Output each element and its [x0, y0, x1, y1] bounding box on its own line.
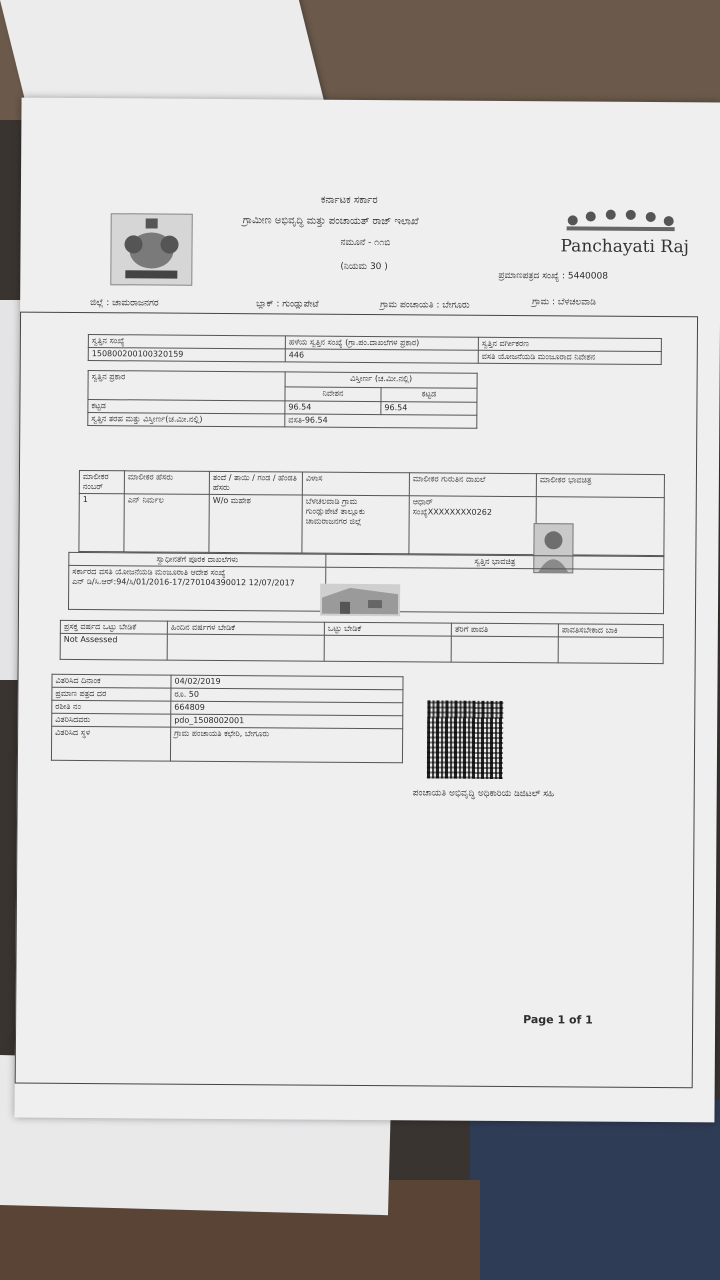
- taluk: ಬ್ಲಾಕ್ : ಗುಂಡ್ಲುಪೇಟೆ: [256, 299, 319, 310]
- header-previous-demand: ಹಿಂದಿನ ವರ್ಷಗಳ ಬೇಡಿಕೆ: [167, 621, 324, 635]
- header-old-id: ಹಳೆಯ ಸ್ವತ್ತಿನ ಸಂಖ್ಯೆ (ಗ್ರಾ.ಪಂ.ದಾಖಲೆಗಳ ಪ್ರಕಾರ): [285, 336, 478, 350]
- supporting-doc-line-2: ಎನ್ ಡಿ/ಸಿ.ಆರ್:94/ಸಿ/01/2016-17/270104390012 12/07/2017: [72, 576, 295, 588]
- issue-place: ಗ್ರಾಮ ಪಂಚಾಯತಿ ಕಛೇರಿ, ಬೇಗೂರು: [170, 727, 402, 763]
- building-area: 96.54: [381, 402, 477, 416]
- header-tax-paid: ತೆರಿಗೆ ಪಾವತಿ: [451, 623, 558, 637]
- property-table: [88, 334, 662, 365]
- govt-title: ಕರ್ನಾಟಕ ಸರ್ಕಾರ: [320, 194, 378, 207]
- header-issued-by: ವಿತರಿಸಿದವರು: [52, 713, 171, 727]
- karnataka-emblem-icon: [110, 213, 193, 286]
- owner-name: ಎನ್ ನಿರ್ಮಲ: [124, 494, 209, 553]
- address-line-3: ಚಾಮರಾಜನಗರ ಜಿಲ್ಲೆ: [305, 516, 362, 526]
- address-line-1: ಬೆಳಚಲವಾಡಿ ಗ್ರಾಮ: [305, 496, 358, 506]
- header-address: ವಿಳಾಸ: [302, 472, 409, 496]
- building-row-label: ಕಟ್ಟಡ: [88, 400, 285, 414]
- header-property-id: ಸ್ವತ್ತಿನ ಸಂಖ್ಯೆ: [88, 335, 285, 349]
- panchayati-raj-text: Panchayati Raj: [560, 236, 689, 258]
- property-id: 150800200100320159: [88, 348, 285, 362]
- header-owner-photo: ಮಾಲೀಕರ ಭಾವಚಿತ್ರ: [536, 474, 664, 498]
- owner-id-proof: [409, 496, 536, 555]
- site-area: 96.54: [285, 401, 381, 415]
- issue-details-table: [51, 674, 404, 763]
- header-owner-no: ಮಾಲೀಕರ ನಂಬರ್: [79, 470, 124, 493]
- district: ಜಿಲ್ಲೆ : ಚಾಮರಾಜನಗರ: [90, 298, 159, 309]
- supporting-doc: [68, 565, 325, 611]
- digital-signature-label: ಪಂಚಾಯತಿ ಅಭಿವೃದ್ಧಿ ಅಧಿಕಾರಿಯ ಡಿಜಿಟಲ್ ಸಹಿ: [412, 788, 555, 800]
- owner-address: [302, 495, 409, 554]
- header-property-type: ಸ್ವತ್ತಿನ ಪ್ರಕಾರ: [88, 371, 285, 401]
- header-receipt: ರಶೀತಿ ನಂ: [52, 700, 171, 714]
- header-kind-area: ಸ್ವತ್ತಿನ ತರಹ ಮತ್ತು ವಿಸ್ತೀರ್ಣ(ಚ.ಮೀ.ನಲ್ಲಿ): [88, 413, 285, 427]
- header-area: ವಿಸ್ತೀರ್ಣ (ಚ.ಮೀ.ನಲ್ಲಿ): [285, 372, 477, 388]
- header-id-proof: ಮಾಲೀಕರ ಗುರುತಿನ ದಾಖಲೆ: [409, 473, 536, 497]
- supporting-doc-line-1: ಸರ್ಕಾರದ ವಸತಿ ಯೋಜನೆಯಡಿ ಮಂಜೂರಾತಿ ಆದೇಶ ಸಂಖ್ಯೆ: [72, 566, 226, 578]
- kind-area: ವಸತಿ-96.54: [285, 414, 477, 428]
- owner-no: 1: [79, 493, 124, 551]
- qr-code-icon: [427, 700, 504, 779]
- assessment-status: Not Assessed: [60, 633, 167, 660]
- id-proof-number: ಸಂಖ್ಯೆXXXXXXXX0262: [412, 507, 492, 517]
- id-proof-type: ಆಧಾರ್: [412, 497, 433, 507]
- header-balance: ಪಾವತಿಸಬೇಕಾದ ಬಾಕಿ: [558, 624, 663, 638]
- certificate-number: ಪ್ರಮಾಣಪತ್ರದ ಸಂಖ್ಯೆ : 5440008: [498, 270, 609, 282]
- property-photo: [320, 584, 400, 617]
- header-property-photo: ಸ್ವತ್ತಿನ ಭಾವಚಿತ್ರ: [326, 554, 664, 569]
- header-supporting-docs: ಸ್ವಾಧೀನತೆಗೆ ಪೂರಕ ದಾಖಲೆಗಳು: [69, 552, 326, 567]
- header-owner-name: ಮಾಲೀಕರ ಹೆಸರು: [124, 471, 209, 495]
- header-fee: ಪ್ರಮಾಣ ಪತ್ರದ ದರ: [52, 687, 171, 701]
- header-relation: ತಂದೆ / ತಾಯಿ / ಗಂಡ / ಹೆಂಡತಿ ಹೆಸರು: [209, 471, 302, 495]
- village: ಗ್ರಾಮ : ಬೆಳಚಲವಾಡಿ: [532, 297, 596, 308]
- tax-table: [60, 620, 664, 664]
- department-title: ಗ್ರಾಮೀಣ ಅಭಿವೃದ್ಧಿ ಮತ್ತು ಪಂಚಾಯತ್ ರಾಜ್ ಇಲಾಖೆ: [242, 215, 419, 228]
- old-property-id: 446: [285, 349, 478, 363]
- area-table: [87, 370, 477, 429]
- form-number: ನಮೂನೆ - ೧೧ಬಿ: [340, 237, 391, 249]
- address-line-2: ಗುಂಡ್ಲುಪೇಟೆ ತಾಲ್ಲೂಕು: [305, 506, 366, 516]
- header-issue-place: ವಿತರಿಸಿದ ಸ್ಥಳ: [51, 726, 170, 761]
- issued-by: pdo_1508002001: [171, 714, 403, 729]
- tax-paid: [451, 636, 558, 663]
- owner-relation: W/o ಮಹೇಶ: [209, 494, 302, 553]
- property-classification: ವಸತಿ ಯೋಜನೆಯಡಿ ಮಂಜೂರಾದ ನಿವೇಶನ: [478, 350, 661, 364]
- header-site: ನಿವೇಶನ: [285, 386, 381, 401]
- panchayati-raj-logo-icon: [563, 206, 678, 232]
- previous-demand: [167, 634, 324, 661]
- header-issue-date: ವಿತರಿಸಿದ ದಿನಾಂಕ: [52, 674, 171, 688]
- header-building: ಕಟ್ಟಡ: [381, 387, 477, 402]
- page-number: Page 1 of 1: [523, 1013, 593, 1027]
- rule-number: (ನಿಯಮ 30 ): [340, 261, 388, 273]
- total-demand: [324, 635, 451, 662]
- header-total-demand: ಒಟ್ಟು ಬೇಡಿಕೆ: [324, 622, 451, 636]
- property-certificate: [14, 98, 720, 1123]
- receipt-number: 664809: [171, 701, 403, 716]
- issue-date: 04/02/2019: [171, 675, 403, 690]
- owners-table: [78, 470, 665, 556]
- fee: ರೂ. 50: [171, 688, 403, 703]
- gram-panchayat: ಗ್ರಾಮ ಪಂಚಾಯತಿ : ಬೇಗೂರು: [380, 300, 470, 311]
- header-current-demand: ಪ್ರಸಕ್ತ ವರ್ಷದ ಒಟ್ಟು ಬೇಡಿಕೆ: [60, 620, 167, 634]
- balance: [558, 637, 663, 664]
- header-classification: ಸ್ವತ್ತಿನ ವರ್ಗೀಕರಣ: [478, 337, 661, 351]
- background-cloth: [470, 1100, 720, 1280]
